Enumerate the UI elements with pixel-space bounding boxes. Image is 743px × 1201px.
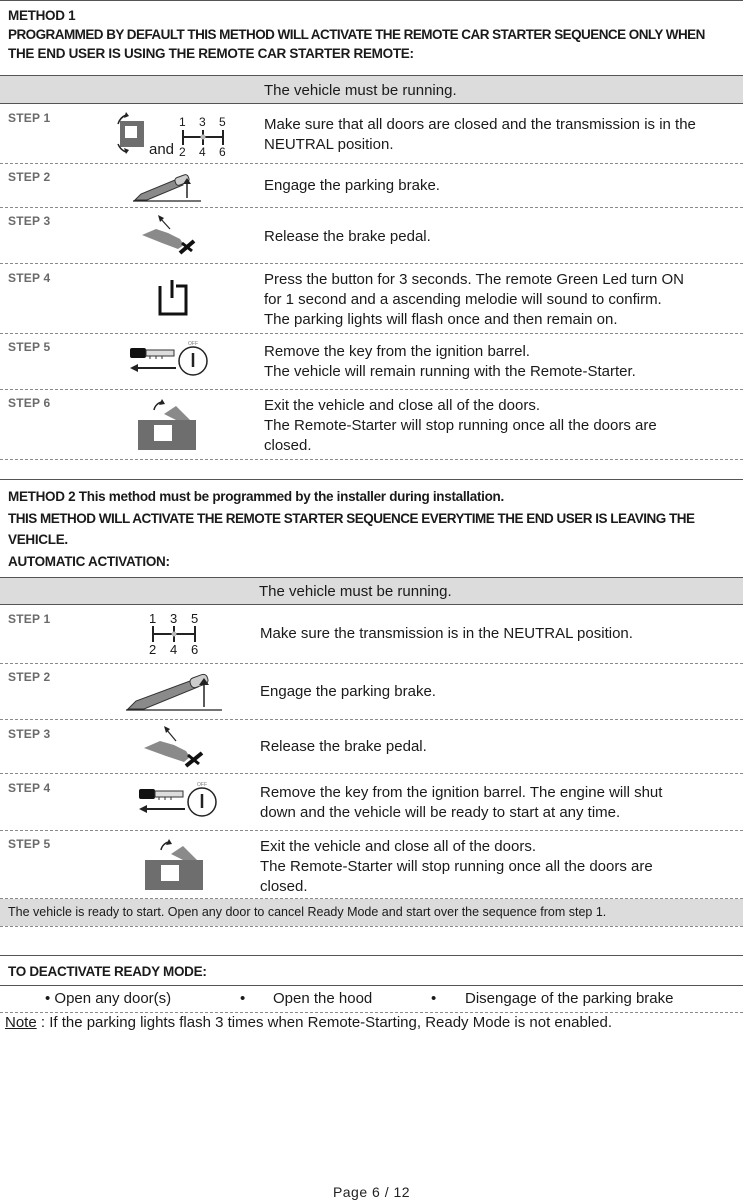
ready-band — [0, 899, 743, 926]
method1-running-text: The vehicle must be running. — [264, 82, 457, 99]
text-line: Remove the key from the ignition barrel. — [264, 343, 530, 360]
text-line: Exit the vehicle and close all of the doors. — [260, 838, 536, 855]
gear-label: 4 — [199, 145, 206, 159]
method2-heading — [8, 486, 737, 572]
method1-step4-text — [264, 270, 684, 330]
text-line: Make sure that all doors are closed and the transmission is in the — [264, 116, 696, 133]
note-text: : If the parking lights flash 3 times when Remote-Starting, Ready Mode is not enabled. — [36, 1014, 612, 1031]
gear-label: 6 — [191, 642, 199, 657]
text-line: The Remote-Starter will stop running once all the doors are — [264, 417, 657, 434]
text-line: Engage the parking brake. — [264, 177, 440, 194]
bullet-dot: • — [240, 990, 246, 1007]
gear-label: 2 — [179, 145, 186, 159]
gear-label: 3 — [170, 611, 178, 626]
remove-key-icon — [135, 781, 221, 821]
method1-step5-text — [264, 342, 636, 382]
text-line: The Remote-Starter will stop running once all the doors are — [260, 858, 653, 875]
method2-running-band — [0, 578, 743, 604]
text-line: The vehicle will remain running with the Remote-Starter. — [264, 363, 636, 380]
method1-heading — [8, 6, 737, 63]
method2-step2-label: STEP 2 — [8, 670, 51, 684]
text-line: NEUTRAL position. — [264, 136, 394, 153]
text-line: Remove the key from the ignition barrel. The engine will shut — [260, 784, 663, 801]
method2-step4-label: STEP 4 — [8, 781, 51, 795]
text-line: Engage the parking brake. — [260, 683, 436, 700]
gear-label: 1 — [149, 611, 157, 626]
method2-step1-text — [260, 624, 633, 644]
ready-band-text: The vehicle is ready to start. Open any door to cancel Ready Mode and start over the sequence from step 1. — [8, 905, 607, 919]
method1-step4-label: STEP 4 — [8, 271, 51, 285]
method2-heading-line: THIS METHOD WILL ACTIVATE THE REMOTE STARTER SEQUENCE EVERYTIME THE END USER IS LEAVING THE — [8, 510, 695, 526]
deactivate-heading-text: TO DEACTIVATE READY MODE: — [8, 964, 207, 979]
gear-label: 4 — [170, 642, 178, 657]
method2-step4-text — [260, 783, 662, 823]
method1-step6-label: STEP 6 — [8, 396, 51, 410]
text-line: closed. — [264, 437, 312, 454]
text-line: closed. — [260, 878, 308, 895]
gear-label: 3 — [199, 115, 206, 129]
gear-label: 5 — [191, 611, 199, 626]
method2-step5-text — [260, 837, 653, 897]
text-line: down and the vehicle will be ready to start at any time. — [260, 804, 621, 821]
method2-running-text: The vehicle must be running. — [259, 583, 452, 600]
method2-step3-text — [260, 737, 427, 757]
exit-door-icon — [143, 838, 205, 895]
method1-step1-text — [264, 115, 696, 155]
method1-step3-label: STEP 3 — [8, 214, 51, 228]
text-line: Release the brake pedal. — [264, 228, 431, 245]
gear-label: 5 — [219, 115, 226, 129]
gear-label: 1 — [179, 115, 186, 129]
method1-heading-line: THE END USER IS USING THE REMOTE CAR STARTER REMOTE: — [8, 46, 414, 61]
text-line: Make sure the transmission is in the NEUTRAL position. — [260, 625, 633, 642]
bullet-open-door: • Open any door(s) — [45, 990, 172, 1007]
parking-brake-icon — [131, 172, 203, 207]
method1-step6-text — [264, 396, 657, 456]
gear-shift-icon — [179, 115, 227, 159]
method1-step5-label: STEP 5 — [8, 340, 51, 354]
method1-heading-line: PROGRAMMED BY DEFAULT THIS METHOD WILL ACTIVATE THE REMOTE CAR STARTER SEQUENCE ONLY WHEN — [8, 27, 705, 42]
bullet-parking-brake: Disengage of the parking brake — [465, 990, 674, 1007]
method1-step1-label: STEP 1 — [8, 111, 51, 125]
gear-label: 6 — [219, 145, 226, 159]
brake-pedal-icon — [140, 724, 206, 773]
method2-step2-text — [260, 682, 436, 702]
note-line — [5, 1014, 612, 1031]
ignition-off-label: OFF — [188, 341, 198, 347]
parking-brake-icon — [124, 671, 224, 716]
method1-step2-label: STEP 2 — [8, 170, 51, 184]
method2-heading-line: METHOD 2 This method must be programmed by the installer during installation. — [8, 489, 504, 504]
ignition-off-label: OFF — [197, 782, 207, 788]
exit-door-icon — [136, 398, 198, 455]
door-icon — [112, 112, 152, 159]
method2-step5-label: STEP 5 — [8, 837, 51, 851]
method2-heading-line: AUTOMATIC ACTIVATION: — [8, 553, 170, 569]
method1-heading-line: METHOD 1 — [8, 8, 76, 23]
remove-key-icon — [126, 340, 212, 380]
note-label: Note — [5, 1014, 37, 1031]
and-connector: and — [149, 141, 175, 158]
method1-step2-text — [264, 176, 440, 196]
method2-heading-line: VEHICLE. — [8, 532, 68, 547]
text-line: Press the button for 3 seconds. The remote Green Led turn ON — [264, 271, 684, 288]
remote-button-icon — [152, 278, 194, 325]
text-line: for 1 second and a ascending melodie will sound to confirm. — [264, 291, 662, 308]
method2-step1-label: STEP 1 — [8, 612, 51, 626]
text-line: The parking lights will flash once and then remain on. — [264, 311, 618, 328]
method1-running-band — [0, 76, 743, 103]
deactivate-heading — [8, 962, 737, 981]
method2-step3-label: STEP 3 — [8, 727, 51, 741]
bullet-dot: • — [431, 990, 437, 1007]
brake-pedal-icon — [138, 213, 198, 260]
gear-label: 2 — [149, 642, 157, 657]
gear-shift-icon — [148, 611, 200, 657]
page-number: Page 6 / 12 — [332, 1184, 411, 1200]
bullet-open-hood: Open the hood — [273, 990, 373, 1007]
text-line: Exit the vehicle and close all of the doors. — [264, 397, 540, 414]
method1-step3-text — [264, 227, 431, 247]
text-line: Release the brake pedal. — [260, 738, 427, 755]
